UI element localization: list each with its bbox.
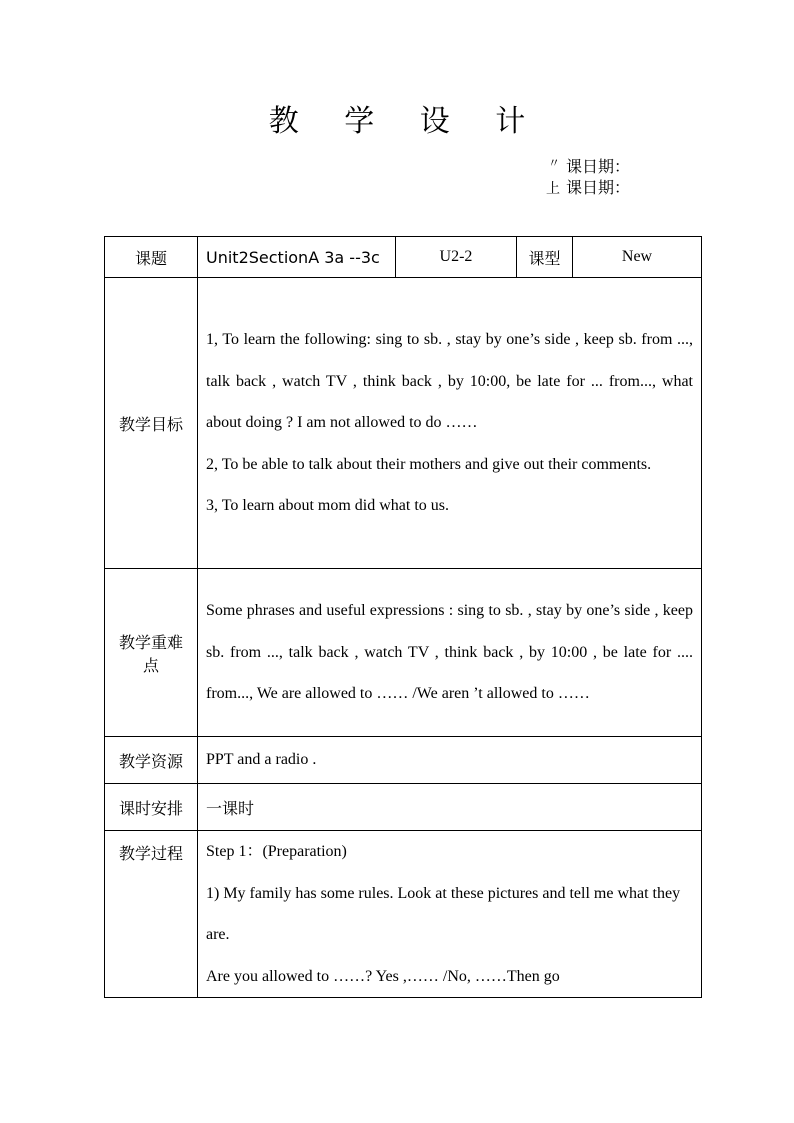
lesson-type-value: New	[573, 237, 702, 278]
lesson-date-line-1	[520, 154, 680, 177]
objective-item: 1, To learn the following: sing to sb. , stay by one’s side , keep sb. from ..., talk back , watch TV , think back , by 10:00, be late for ... from..., what about doing ? I am not allowed to do ……	[206, 331, 693, 432]
objective-item: 2, To be able to talk about their mothers and give out their comments.	[206, 455, 652, 473]
key-points-text: Some phrases and useful expressions : sing to sb. , stay by one’s side , keep sb. from ..., talk back , watch TV , think back , by 10:00 , be late for .... from..., We are allowed to …… /We aren ’t allowed to ……	[206, 602, 693, 703]
objectives-content	[198, 278, 702, 569]
table-row-topic	[105, 237, 702, 278]
objective-item: 3, To learn about mom did what to us.	[206, 497, 449, 515]
process-text	[206, 831, 693, 997]
page-title: 教 学 设 计	[268, 104, 544, 139]
unit-code: U2-2	[396, 237, 517, 278]
process-item: Step 1：(Preparation)	[206, 843, 347, 860]
lesson-type-label: 课型	[517, 237, 573, 278]
table-row-resources	[105, 737, 702, 784]
process-label: 教学过程	[105, 831, 198, 998]
lesson-plan-table	[104, 236, 702, 998]
key-points-label: 教学重难点	[105, 569, 198, 737]
process-item: Are you allowed to ……? Yes ,…… /No, ……Then go	[206, 967, 560, 985]
objectives-label: 教学目标	[105, 278, 198, 569]
date2-prefix: 上	[546, 181, 560, 197]
process-item: 1) My family has some rules. Look at these pictures and tell me what they are.	[206, 884, 681, 943]
date1-prefix: 〃	[547, 156, 560, 170]
table-row-key-points	[105, 569, 702, 737]
schedule-label: 课时安排	[105, 784, 198, 831]
date2-label: 课日期：	[566, 178, 631, 197]
resources-value: PPT and a radio .	[198, 737, 702, 784]
lesson-date-line-2	[520, 175, 680, 198]
date1-label: 课日期：	[566, 157, 631, 176]
table-row-schedule	[105, 784, 702, 831]
schedule-value: 一课时	[198, 784, 702, 831]
resources-label: 教学资源	[105, 737, 198, 784]
table-row-process	[105, 831, 702, 998]
table-row-objectives	[105, 278, 702, 569]
topic-value: Unit2SectionA 3a --3c	[198, 237, 396, 278]
key-points-content	[198, 569, 702, 737]
process-content	[198, 831, 702, 998]
topic-label: 课题	[105, 237, 198, 278]
